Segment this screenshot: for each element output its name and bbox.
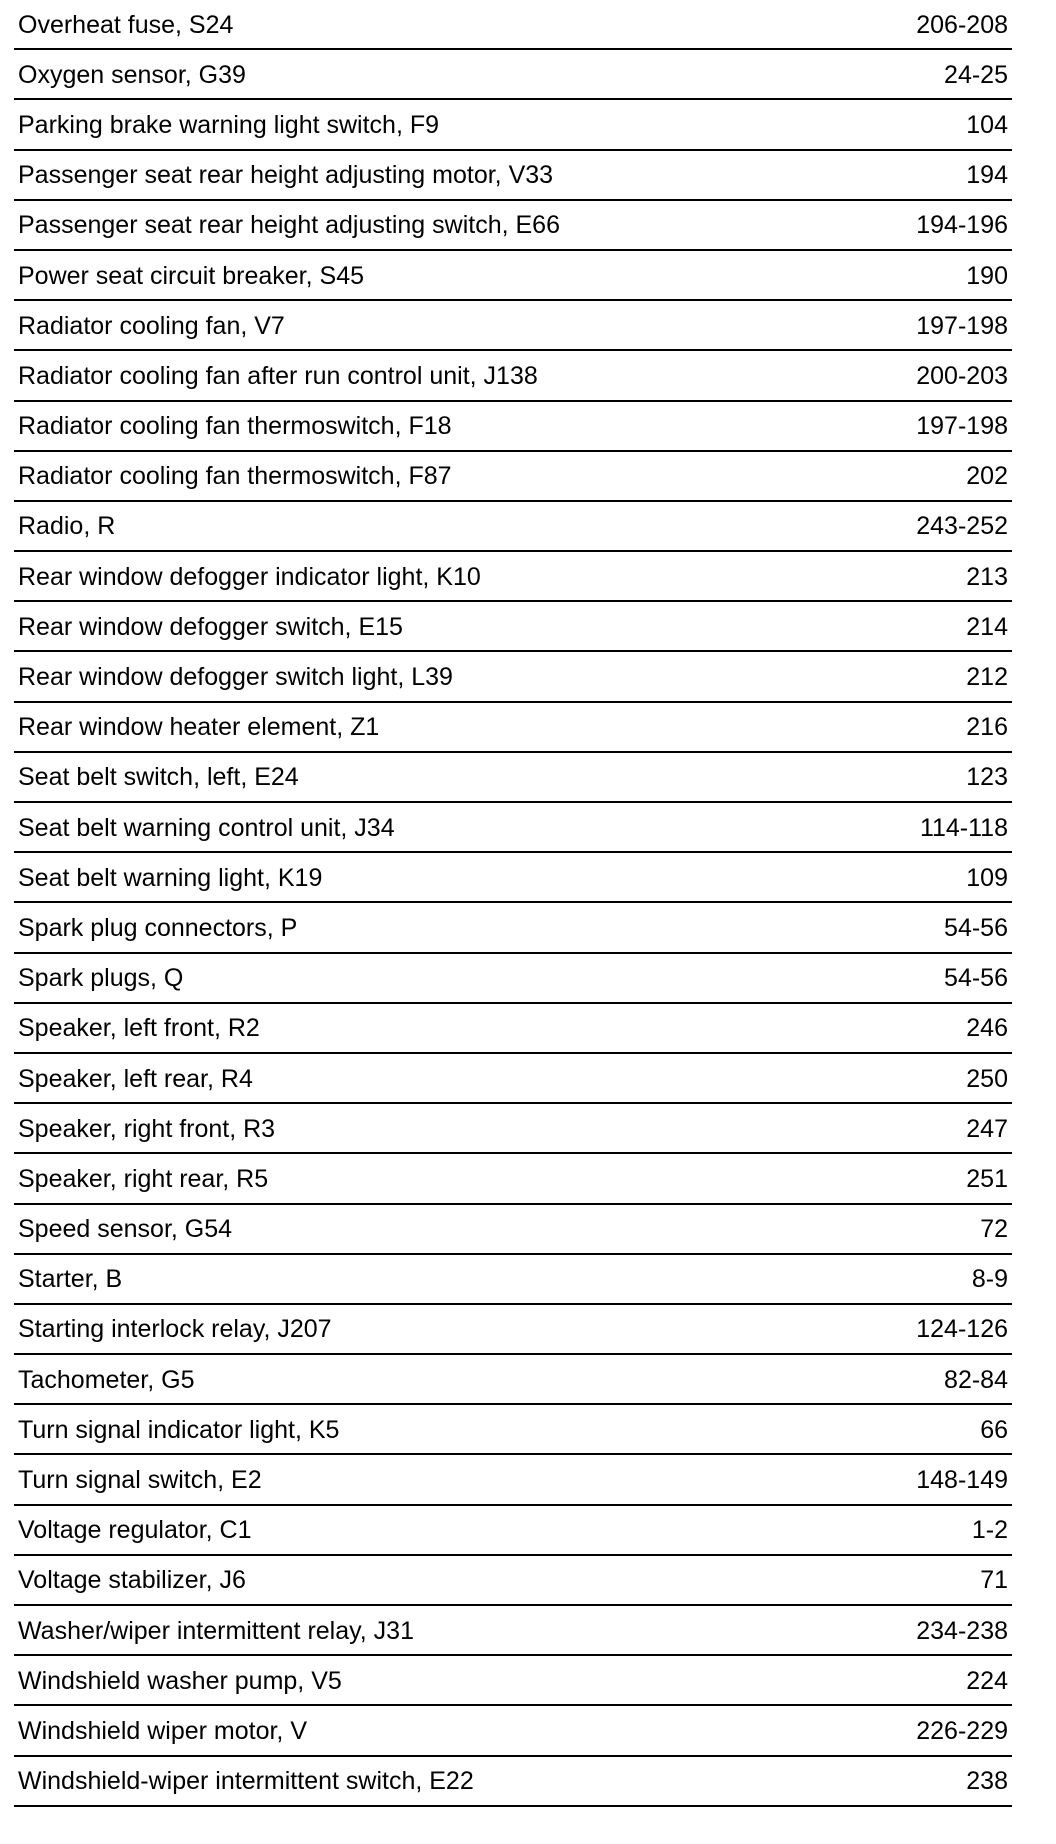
page-reference: 234-238 [916,1616,1008,1645]
page-reference: 148-149 [916,1466,1008,1495]
component-name: Passenger seat rear height adjusting motor, V33 [18,161,554,190]
component-name: Voltage stabilizer, J6 [18,1566,246,1595]
component-name: Seat belt warning light, K19 [18,863,323,892]
component-name: Turn signal indicator light, K5 [18,1415,340,1444]
index-row [14,1606,1012,1656]
component-name: Rear window defogger switch light, L39 [18,663,453,692]
page-reference: 194-196 [916,211,1008,240]
component-name: Windshield wiper motor, V [18,1716,308,1745]
index-row [14,201,1012,251]
page-reference: 251 [966,1164,1008,1193]
page-reference: 243-252 [916,512,1008,541]
page-reference: 197-198 [916,311,1008,340]
index-row [14,1104,1012,1154]
page-reference: 54-56 [944,913,1008,942]
index-row [14,251,1012,301]
index-row [14,853,1012,903]
index-row [14,602,1012,652]
component-name: Starter, B [18,1265,123,1294]
index-row [14,1556,1012,1606]
component-name: Rear window defogger switch, E15 [18,612,403,641]
index-row [14,1757,1012,1807]
component-name: Radiator cooling fan, V7 [18,311,285,340]
page-reference: 200-203 [916,361,1008,390]
page-reference: 24-25 [944,60,1008,89]
index-row [14,1305,1012,1355]
index-row [14,954,1012,1004]
index-row [14,803,1012,853]
page-reference: 216 [966,713,1008,742]
page-reference: 82-84 [944,1365,1008,1394]
index-row [14,1154,1012,1204]
page-reference: 247 [966,1114,1008,1143]
component-name: Turn signal switch, E2 [18,1466,262,1495]
page-reference: 1-2 [971,1516,1008,1545]
index-row [14,1506,1012,1556]
page-reference: 213 [966,562,1008,591]
index-row [14,1405,1012,1455]
page-reference: 238 [966,1767,1008,1796]
index-row [14,652,1012,702]
component-index-table [14,0,1012,1807]
page-reference: 124-126 [916,1315,1008,1344]
component-name: Starting interlock relay, J207 [18,1315,332,1344]
component-name: Speed sensor, G54 [18,1215,233,1244]
component-name: Voltage regulator, C1 [18,1516,252,1545]
index-row [14,50,1012,100]
component-name: Speaker, left front, R2 [18,1014,260,1043]
component-name: Speaker, right front, R3 [18,1114,276,1143]
component-name: Passenger seat rear height adjusting switch, E66 [18,211,560,240]
component-name: Speaker, left rear, R4 [18,1064,253,1093]
component-name: Oxygen sensor, G39 [18,60,246,89]
page-reference: 224 [966,1666,1008,1695]
component-name: Seat belt switch, left, E24 [18,763,299,792]
index-row [14,753,1012,803]
index-row [14,1355,1012,1405]
page-reference: 212 [966,663,1008,692]
page-reference: 214 [966,612,1008,641]
index-row [14,301,1012,351]
component-name: Spark plug connectors, P [18,913,298,942]
component-name: Radiator cooling fan after run control unit, J138 [18,361,538,390]
index-row [14,903,1012,953]
index-row [14,1455,1012,1505]
component-name: Windshield washer pump, V5 [18,1666,342,1695]
page-reference: 71 [980,1566,1008,1595]
page-reference: 109 [966,863,1008,892]
page-reference: 8-9 [971,1265,1008,1294]
index-row [14,502,1012,552]
index-row [14,1656,1012,1706]
component-name: Power seat circuit breaker, S45 [18,261,364,290]
component-name: Windshield-wiper intermittent switch, E22 [18,1767,474,1796]
component-name: Tachometer, G5 [18,1365,195,1394]
page-reference: 250 [966,1064,1008,1093]
page-reference: 66 [980,1415,1008,1444]
component-name: Rear window heater element, Z1 [18,713,380,742]
page-reference: 72 [980,1215,1008,1244]
index-row [14,1255,1012,1305]
page-reference: 54-56 [944,964,1008,993]
component-name: Spark plugs, Q [18,964,184,993]
index-row [14,1706,1012,1756]
index-row [14,402,1012,452]
component-name: Rear window defogger indicator light, K10 [18,562,481,591]
component-name: Washer/wiper intermittent relay, J31 [18,1616,414,1645]
page-reference: 202 [966,462,1008,491]
index-row [14,1004,1012,1054]
component-name: Overheat fuse, S24 [18,10,234,39]
page-reference: 226-229 [916,1716,1008,1745]
index-row [14,351,1012,401]
component-name: Speaker, right rear, R5 [18,1164,269,1193]
page-reference: 114-118 [919,813,1008,842]
page-reference: 246 [966,1014,1008,1043]
component-name: Radio, R [18,512,116,541]
component-name: Radiator cooling fan thermoswitch, F87 [18,462,452,491]
index-row [14,452,1012,502]
component-name: Parking brake warning light switch, F9 [18,110,440,139]
index-row [14,151,1012,201]
index-row [14,703,1012,753]
component-name: Radiator cooling fan thermoswitch, F18 [18,412,452,441]
page-reference: 190 [966,261,1008,290]
index-row [14,1054,1012,1104]
page-reference: 206-208 [916,10,1008,39]
page-reference: 194 [966,161,1008,190]
index-row [14,0,1012,50]
page-reference: 104 [966,110,1008,139]
page-reference: 123 [966,763,1008,792]
index-row [14,552,1012,602]
index-row [14,1205,1012,1255]
page-reference: 197-198 [916,412,1008,441]
component-name: Seat belt warning control unit, J34 [18,813,395,842]
index-row [14,100,1012,150]
